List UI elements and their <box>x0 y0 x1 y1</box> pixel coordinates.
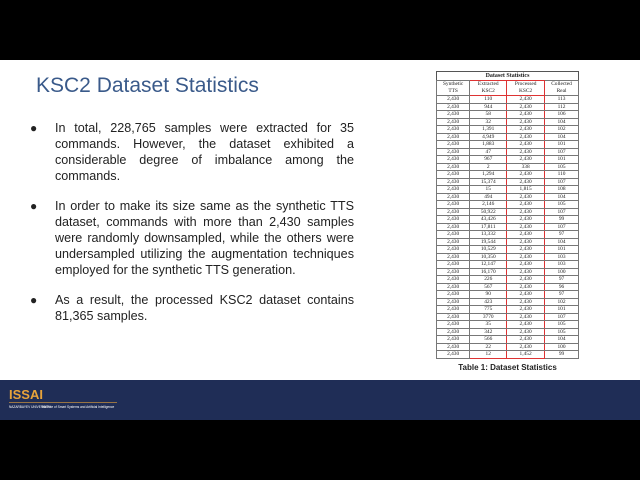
table-cell: 2,430 <box>437 291 470 299</box>
table-row <box>437 261 579 269</box>
table-cell: 110 <box>545 171 579 179</box>
table-cell: 2,430 <box>437 111 470 119</box>
table-cell: 566 <box>470 336 507 344</box>
table-cell: 967 <box>470 156 507 164</box>
table-cell: 113 <box>545 96 579 104</box>
table-title: Dataset Statistics <box>436 71 579 80</box>
table-row <box>437 163 579 171</box>
table-cell: 2,430 <box>507 133 545 141</box>
issai-logo <box>8 386 118 416</box>
table-cell: 2,430 <box>507 178 545 186</box>
table-cell: 2,430 <box>507 171 545 179</box>
table-cell: 226 <box>470 276 507 284</box>
table-cell: 110 <box>470 96 507 104</box>
table-row <box>437 321 579 329</box>
table-cell: 108 <box>545 186 579 194</box>
table-row <box>437 148 579 156</box>
table-cell: 105 <box>545 201 579 209</box>
table-row <box>437 156 579 164</box>
logo-subtitle-left: NAZARBAYEV UNIVERSITY <box>9 405 51 409</box>
column-header: Synthetic TTS <box>437 81 470 96</box>
table-cell: 2,430 <box>507 156 545 164</box>
table-row <box>437 171 579 179</box>
table-cell: 567 <box>470 283 507 291</box>
bullet-text: In order to make its size same as the synthetic TTS dataset, commands with more than 2,430 samples were randomly downsampled, while the others were undersampled utilizing the augmentation techniques employed for the synthetic TTS generation. <box>55 199 354 277</box>
table-cell: 10,529 <box>470 246 507 254</box>
table-cell: 2,430 <box>507 336 545 344</box>
table-cell: 22 <box>470 343 507 351</box>
table-row <box>437 201 579 209</box>
table-cell: 423 <box>470 298 507 306</box>
table-cell: 2,430 <box>437 186 470 194</box>
bullet-list <box>28 120 354 338</box>
table-cell: 2,430 <box>437 313 470 321</box>
table-cell: 112 <box>545 103 579 111</box>
table-row <box>437 118 579 126</box>
bullet-text: In total, 228,765 samples were extracted for 35 commands. However, the dataset exhibited a considerable degree of imbalance among the commands. <box>55 121 354 183</box>
table-row <box>437 223 579 231</box>
table-cell: 494 <box>470 193 507 201</box>
bullet-dot: ● <box>30 199 38 213</box>
table-cell: 103 <box>545 261 579 269</box>
table-cell: 2,430 <box>437 133 470 141</box>
column-header: Collected Real <box>545 81 579 96</box>
table-row <box>437 276 579 284</box>
table-cell: 32 <box>470 118 507 126</box>
table-cell: 104 <box>545 118 579 126</box>
table-cell: 2,430 <box>437 306 470 314</box>
bullet-item <box>28 198 354 278</box>
table-cell: 104 <box>545 193 579 201</box>
table-cell: 2,430 <box>437 156 470 164</box>
table-cell: 2,430 <box>437 336 470 344</box>
column-header: Extracted KSC2 <box>470 81 507 96</box>
logo-text: ISSAI <box>9 387 43 402</box>
table-cell: 2,146 <box>470 201 507 209</box>
table-cell: 2,430 <box>507 283 545 291</box>
column-header: Processed KSC2 <box>507 81 545 96</box>
table-cell: 2,430 <box>437 328 470 336</box>
table-cell: 2,430 <box>507 238 545 246</box>
table-caption: Table 1: Dataset Statistics <box>458 362 557 372</box>
table-header-row <box>437 81 579 96</box>
table-cell: 2,430 <box>437 163 470 171</box>
table-cell: 2,430 <box>507 246 545 254</box>
table-cell: 15 <box>470 186 507 194</box>
table-cell: 106 <box>545 111 579 119</box>
table-cell: 2,430 <box>507 103 545 111</box>
table-cell: 2 <box>470 163 507 171</box>
table-cell: 1,294 <box>470 171 507 179</box>
table-cell: 101 <box>545 246 579 254</box>
table-cell: 944 <box>470 103 507 111</box>
table-row <box>437 291 579 299</box>
table-cell: 2,430 <box>507 291 545 299</box>
table-row <box>437 208 579 216</box>
table-cell: 105 <box>545 163 579 171</box>
table-row <box>437 253 579 261</box>
table-cell: 97 <box>545 276 579 284</box>
table-cell: 3770 <box>470 313 507 321</box>
table-cell: 16,170 <box>470 268 507 276</box>
table-cell: 2,430 <box>507 201 545 209</box>
table-cell: 2,430 <box>437 231 470 239</box>
table-row <box>437 186 579 194</box>
table-cell: 2,430 <box>437 223 470 231</box>
table-cell: 10,350 <box>470 253 507 261</box>
slide-title: KSC2 Dataset Statistics <box>36 74 259 97</box>
table-cell: 12 <box>470 351 507 359</box>
table-cell: 2,430 <box>507 193 545 201</box>
table-cell: 96 <box>545 283 579 291</box>
table-cell: 102 <box>545 298 579 306</box>
table-cell: 12,147 <box>470 261 507 269</box>
table-row <box>437 238 579 246</box>
table-cell: 2,430 <box>437 216 470 224</box>
table-row <box>437 231 579 239</box>
table-cell: 2,430 <box>507 208 545 216</box>
table-cell: 35 <box>470 321 507 329</box>
table-cell: 104 <box>545 133 579 141</box>
table-cell: 2,430 <box>437 253 470 261</box>
bullet-item <box>28 120 354 184</box>
table-row <box>437 193 579 201</box>
table-row <box>437 313 579 321</box>
table-cell: 2,430 <box>507 328 545 336</box>
dataset-statistics-table <box>436 71 579 359</box>
table-cell: 2,430 <box>437 118 470 126</box>
table-cell: 2,430 <box>507 276 545 284</box>
table-cell: 2,430 <box>507 126 545 134</box>
table-cell: 2,430 <box>437 96 470 104</box>
table-cell: 2,430 <box>437 103 470 111</box>
table-row <box>437 111 579 119</box>
table-cell: 2,430 <box>507 268 545 276</box>
table-row <box>437 216 579 224</box>
table-row <box>437 328 579 336</box>
bullet-item <box>28 292 354 324</box>
table-cell: 1,883 <box>470 141 507 149</box>
dataset-statistics-table-container <box>436 71 579 372</box>
bullet-dot: ● <box>30 293 38 307</box>
table-cell: 2,430 <box>437 201 470 209</box>
table-cell: 2,430 <box>507 118 545 126</box>
table-cell: 2,430 <box>437 178 470 186</box>
table-cell: 2,430 <box>507 96 545 104</box>
table-cell: 101 <box>545 306 579 314</box>
table-cell: 107 <box>545 208 579 216</box>
table-cell: 2,430 <box>437 238 470 246</box>
footer-bar <box>0 380 640 420</box>
table-cell: 2,430 <box>437 261 470 269</box>
table-row <box>437 141 579 149</box>
table-cell: 2,430 <box>507 141 545 149</box>
table-cell: 107 <box>545 313 579 321</box>
table-cell: 775 <box>470 306 507 314</box>
table-cell: 47 <box>470 148 507 156</box>
table-cell: 2,430 <box>507 298 545 306</box>
table-cell: 2,430 <box>507 253 545 261</box>
table-cell: 2,430 <box>437 246 470 254</box>
table-cell: 2,430 <box>437 193 470 201</box>
table-row <box>437 306 579 314</box>
table-cell: 107 <box>545 148 579 156</box>
table-cell: 2,430 <box>507 216 545 224</box>
table-cell: 2,430 <box>437 351 470 359</box>
table-cell: 2,430 <box>507 313 545 321</box>
table-cell: 2,430 <box>437 126 470 134</box>
table-cell: 107 <box>545 178 579 186</box>
table-cell: 97 <box>545 231 579 239</box>
table-cell: 15,374 <box>470 178 507 186</box>
table-cell: 342 <box>470 328 507 336</box>
table-cell: 2,430 <box>507 343 545 351</box>
table-row <box>437 126 579 134</box>
slide <box>0 60 640 420</box>
table-cell: 58 <box>470 111 507 119</box>
table-cell: 99 <box>545 351 579 359</box>
table-cell: 2,430 <box>437 208 470 216</box>
table-row <box>437 336 579 344</box>
table-cell: 2,430 <box>437 268 470 276</box>
table-cell: 107 <box>545 223 579 231</box>
table-cell: 102 <box>545 126 579 134</box>
table-cell: 104 <box>545 238 579 246</box>
table-cell: 2,430 <box>507 321 545 329</box>
table-row <box>437 343 579 351</box>
table-body <box>437 96 579 359</box>
table-row <box>437 268 579 276</box>
table-row <box>437 103 579 111</box>
table-cell: 97 <box>545 291 579 299</box>
table-cell: 103 <box>545 253 579 261</box>
table-cell: 50,922 <box>470 208 507 216</box>
table-cell: 105 <box>545 328 579 336</box>
table-row <box>437 351 579 359</box>
table-cell: 100 <box>545 268 579 276</box>
table-row <box>437 283 579 291</box>
table-row <box>437 246 579 254</box>
table-cell: 2,430 <box>507 306 545 314</box>
table-cell: 104 <box>545 336 579 344</box>
table-cell: 2,430 <box>437 343 470 351</box>
table-cell: 1,452 <box>507 351 545 359</box>
table-cell: 2,430 <box>507 111 545 119</box>
bullet-dot: ● <box>30 121 38 135</box>
table-cell: 90 <box>470 291 507 299</box>
table-cell: 2,430 <box>437 283 470 291</box>
table-cell: 2,430 <box>437 298 470 306</box>
table-cell: 2,430 <box>507 223 545 231</box>
table-cell: 17,811 <box>470 223 507 231</box>
table-cell: 43,426 <box>470 216 507 224</box>
table-cell: 2,430 <box>507 148 545 156</box>
bullet-text: As a result, the processed KSC2 dataset contains 81,365 samples. <box>55 293 354 323</box>
logo-subtitle-right: Institute of Smart Systems and Artificial Intelligence <box>42 405 115 409</box>
table-row <box>437 96 579 104</box>
table-cell: 1,815 <box>507 186 545 194</box>
table-cell: 1,391 <box>470 126 507 134</box>
table-cell: 2,430 <box>437 321 470 329</box>
table-cell: 99 <box>545 216 579 224</box>
table-row <box>437 178 579 186</box>
table-cell: 101 <box>545 156 579 164</box>
table-cell: 13,332 <box>470 231 507 239</box>
table-row <box>437 298 579 306</box>
table-cell: 2,430 <box>437 276 470 284</box>
table-cell: 19,544 <box>470 238 507 246</box>
table-cell: 2,430 <box>437 171 470 179</box>
table-cell: 2,430 <box>437 141 470 149</box>
table-cell: 2,430 <box>507 231 545 239</box>
table-cell: 105 <box>545 321 579 329</box>
table-cell: 2,430 <box>507 261 545 269</box>
table-cell: 101 <box>545 141 579 149</box>
table-row <box>437 133 579 141</box>
table-cell: 4,949 <box>470 133 507 141</box>
table-cell: 338 <box>507 163 545 171</box>
table-cell: 100 <box>545 343 579 351</box>
table-cell: 2,430 <box>437 148 470 156</box>
